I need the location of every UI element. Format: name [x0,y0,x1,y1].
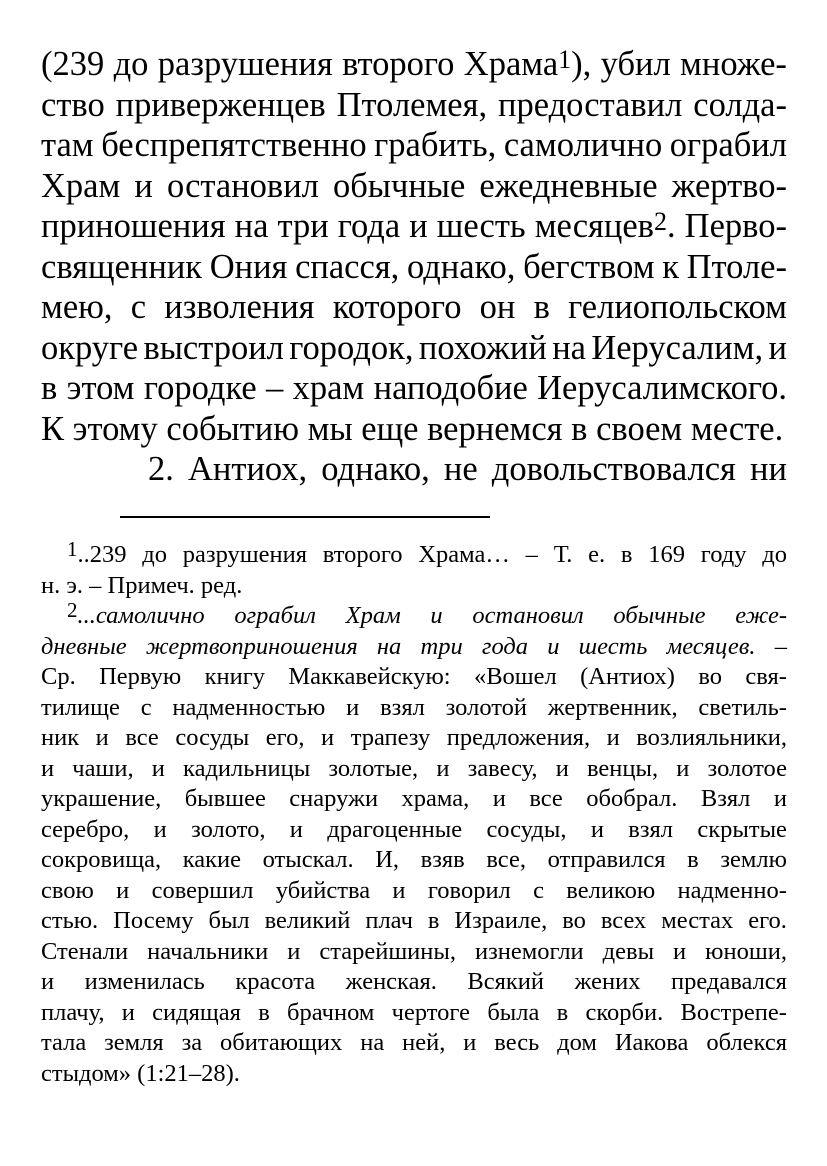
main-text-line [41,368,787,409]
footnote-word: сосуды [175,724,250,751]
footnote-word: Ср. [41,663,76,690]
main-text-line [41,166,787,207]
footnote-line [41,784,787,815]
footnote-word: бывшее [184,785,266,812]
main-text-line [41,328,787,369]
footnote-word: и [773,785,787,812]
main-text-word: ни [750,450,787,488]
footnote-line [41,906,787,937]
footnote-word: и [492,785,506,812]
footnote-word: всех [600,907,647,934]
main-text-word: мы [307,409,353,448]
footnote-word: говорил [427,876,511,904]
main-text-word: этому [72,409,158,448]
footnote-word: золотой [445,693,527,721]
footnote-line [41,1028,787,1059]
footnote-word: $^2$...самолично [67,598,205,629]
main-text-word: гелиопольском [568,288,787,326]
footnote-word: с [533,876,544,904]
footnote-word: девы [602,937,655,965]
main-text-line [41,409,787,450]
footnote-word: и [676,754,690,782]
footnote-word: облекся [706,1029,787,1056]
footnote-line [41,537,787,571]
footnote-word: во [562,907,586,934]
footnote-word: в [556,998,569,1026]
footnote-word: ограбил [234,602,316,629]
footnote-separator [120,516,490,518]
main-text-word: 2. [148,450,174,488]
main-text-word: приношения [41,207,226,245]
main-text-word: вернемся [427,409,563,448]
main-text-word: священник [41,247,203,286]
footnote-word: и [287,937,301,965]
footnote-line [41,815,787,846]
footnote-word: Вострепе- [680,998,787,1026]
footnote-word: все [125,724,159,751]
footnote-word: совершил [151,876,254,904]
main-text-word: там [41,126,94,164]
main-text-word: – [266,369,284,407]
footnote-word: Стенали [41,937,129,965]
main-text-word: храм [292,369,365,407]
footnote-word: книгу [204,663,266,690]
footnote-line [41,876,787,907]
footnote-word: брачном [287,998,375,1026]
main-text-word: похожий [418,328,547,367]
main-text-word: с [130,288,147,326]
footnote-word: Примеч. [107,571,195,599]
footnote-word: до [142,541,167,568]
footnote-word: все [529,785,563,812]
main-text-word: Ония [209,247,288,286]
footnote-word: – [89,571,102,599]
footnote-word: три [420,632,463,660]
main-text-word: Птоле- [686,247,787,286]
footnote-word: ред. [200,571,243,599]
footnote-word: в [687,846,699,873]
footnote-word: – [525,541,538,568]
footnote-word: дневные [41,632,127,660]
footnote-word: Израиле, [454,907,548,934]
footnote-word: храма, [401,785,470,812]
main-text-word: К [41,409,65,448]
footnote-word: году [700,541,747,568]
footnote-line [41,967,787,998]
main-text-word: однако, [321,450,430,488]
main-text-word: приверженцев [115,85,326,124]
main-text-word: выстроил [143,328,284,367]
footnote-word: старейшины, [319,937,456,965]
main-text-word: месте. [690,409,784,448]
footnote-word: и [121,998,135,1026]
footnote-word: Т. [553,541,573,568]
footnote-word: (Антиох) [580,663,675,690]
footnote-word: убийства [275,876,371,904]
footnote-word: – [774,632,787,660]
main-text-word: не [443,450,478,488]
main-text-line [41,247,787,288]
main-text-word: месяцев$^2$. [534,207,676,245]
main-text-line [41,287,787,328]
footnote-word: красота [235,968,316,995]
main-text-word: до [113,45,149,83]
footnote-word: в [620,541,633,568]
footnote-word: была [487,998,540,1026]
footnote-word: землю [720,846,787,873]
footnote-word: юноши, [705,937,787,965]
footnote-word: великою [566,876,656,904]
footnote-word: и [289,815,303,843]
main-text [41,44,787,490]
footnote-word: женская. [345,968,437,995]
footnote-word: золотое [707,754,787,782]
main-text-word: года [337,207,401,245]
footnote-word: н. [41,571,61,599]
footnote-word: свою [41,876,94,904]
footnote-word: $^1$..239 [67,537,127,568]
main-text-word: на [552,328,586,367]
footnote-word: обобрал. [586,785,678,812]
footnote-word: какие [182,846,241,873]
footnote-word: возлияльники, [636,724,787,751]
main-text-word: еще [361,409,419,448]
main-text-word: и [134,166,153,205]
footnote-line [41,1059,787,1090]
footnote-word: е. [588,541,606,568]
footnote-word: в [258,998,270,1026]
main-text-word: второго [342,45,455,83]
footnote-line [41,845,787,876]
main-text-word: Храма$^1$), [463,45,592,83]
footnote-word: шесть [578,632,648,660]
main-text-word: ограбил [669,126,787,164]
footnote-line [41,937,787,968]
main-text-word: которого [332,288,462,326]
footnote-word: плач [365,907,413,934]
main-text-word: солда- [693,85,787,124]
footnote-word: 169 [648,541,685,568]
footnote-word: взял [628,815,674,843]
main-text-line [41,206,787,247]
main-text-word: обычные [332,166,466,205]
footnote-word: дом [557,1029,597,1056]
footnote-word: Храма… [418,541,510,568]
footnote-word: светиль- [698,693,787,721]
footnote-word: венцы, [586,754,659,782]
footnote-word: чертоге [391,998,471,1026]
main-text-word: самолично [503,126,663,164]
footnote-word: украшение, [41,785,162,812]
footnote-word: и [41,968,55,995]
main-text-line [41,44,787,85]
footnote-word: весь [494,1029,540,1056]
footnote-word: серебро, [41,815,130,843]
footnote-word: предложения, [446,724,591,751]
footnote-word: во [698,663,722,690]
main-text-line [41,125,787,166]
main-text-word: Храм [41,166,121,205]
main-text-word: Антиох, [187,450,308,488]
footnote-word: второго [322,541,403,568]
footnote-line [41,754,787,785]
footnote-word: его, [265,724,305,751]
footnote-word: Взял [700,785,751,812]
footnote-word: стыдом» [41,1059,132,1087]
footnote-word: начальники [147,937,269,965]
footnote-word: скорби. [585,998,664,1026]
footnotes [41,537,787,1089]
footnote-word: года [481,632,529,660]
footnote-word: плачу, [41,998,105,1026]
footnote-word: сосуды, [486,815,567,843]
footnote-word: золотые, [328,754,419,782]
main-text-word: убил [600,45,671,83]
footnote-word: еже- [735,602,787,629]
footnote-word: был [208,907,250,934]
main-text-word: ство [41,85,105,124]
footnote-word: Маккавейскую: [288,663,451,690]
main-text-word: городок, [289,328,414,367]
footnote-word: и [392,876,406,904]
footnote-word: ней, [402,1029,446,1056]
footnote-word: И, [375,846,400,873]
main-text-line [41,449,787,490]
footnote-word: Всякий [467,968,544,995]
footnote-line [41,598,787,632]
main-text-word: (239 [41,45,105,83]
main-text-word: предоставил [498,85,683,124]
main-text-word: в [41,369,58,407]
main-text-word: на [234,207,269,245]
footnote-word: и [436,754,450,782]
main-text-word: городке [143,369,257,407]
main-text-word: остановил [166,166,319,205]
footnote-line [41,662,787,693]
footnote-word: Первую [99,663,182,690]
footnote-word: местах [661,907,734,934]
footnote-line [41,998,787,1029]
footnote-word: предавался [670,968,787,995]
footnote-word: Храм [345,602,401,629]
footnote-word: остановил [472,602,584,629]
footnote-word: ник [41,724,80,751]
main-text-word: и [409,207,428,245]
footnote-word: сокровища, [41,846,162,873]
main-text-word: множе- [680,45,787,83]
main-text-word: мею, [41,288,113,326]
main-text-word: беспрепятственно [101,126,367,164]
main-text-word: бегством [523,247,655,286]
footnote-word: «Вошел [473,663,557,690]
main-text-word: Птолемея, [336,85,488,124]
footnote-word: изменилась [84,968,205,995]
main-text-word: разрушения [157,45,333,83]
footnote-line [41,723,787,754]
footnote-word: и [673,937,687,965]
footnote-word: земля [104,1029,164,1056]
footnote-word: месяцев. [666,632,756,660]
footnote-word: обитающих [220,1029,343,1056]
main-text-word: своем [596,409,683,448]
footnote-word: на [376,632,402,660]
footnote-word: чаши, [72,754,134,782]
footnote-word: Иакова [614,1029,689,1056]
main-text-word: в [571,409,588,448]
main-text-word: Иерусалим, [591,328,764,367]
footnote-word: и [116,876,130,904]
footnote-word: взял [380,693,425,721]
main-text-word: Иерусалимского. [537,369,787,407]
footnote-word: обычные [613,602,706,629]
footnote-line [41,632,787,663]
footnote-word: великий [264,907,351,934]
footnote-word: в [427,907,440,934]
footnote-word: отправился [547,846,666,873]
footnote-word: завесу, [467,754,538,782]
main-text-word: грабить, [374,126,497,164]
footnote-word: за [181,1029,203,1056]
footnote-word: и [153,815,167,843]
footnote-word: и [606,724,620,751]
footnote-word: свя- [745,663,787,690]
footnote-word: взяв [420,846,465,873]
footnote-word: до [762,541,787,568]
footnote-line [41,693,787,724]
footnote-word: и [346,693,360,721]
footnote-word: и [95,724,109,751]
main-text-word: наподобие [373,369,528,407]
footnote-word: и [151,754,165,782]
main-text-word: шесть [436,207,526,245]
main-text-word: спасся, [295,247,400,286]
main-text-word: три [277,207,329,245]
footnote-word: надменностью [172,693,326,721]
footnote-word: стью. [41,907,99,934]
main-text-word: и [768,328,787,367]
footnote-word: золото, [191,815,266,843]
main-text-word: этом [66,369,135,407]
footnote-word: тала [41,1029,87,1056]
footnote-word: и [555,754,569,782]
main-text-word: довольствовался [491,450,736,488]
footnote-word: тилище [41,693,120,721]
main-text-word: ежедневные [479,166,658,205]
footnote-word: отыскал. [262,846,354,873]
footnote-word: снаружи [289,785,379,812]
main-text-word: изволения [164,288,315,326]
footnote-word: э. [66,571,84,599]
main-text-word: однако, [406,247,516,286]
footnote-word: с [140,693,152,721]
footnote-word: его. [748,907,787,934]
footnote-word: и [590,815,604,843]
main-text-word: к [662,247,679,286]
footnote-word: сидящая [152,998,241,1026]
main-text-word: жертво- [671,166,787,205]
footnote-word: изнемогли [475,937,584,965]
footnote-word: жертвоприношения [145,632,358,660]
footnote-word: драгоценные [327,815,463,843]
footnote-word: и [547,632,560,660]
footnote-word: надменно- [677,876,787,904]
footnote-word: и [41,754,55,782]
footnote-word: кадильницы [183,754,311,782]
footnote-word: Посему [113,907,194,934]
footnote-word: на [360,1029,385,1056]
main-text-word: событию [166,409,299,448]
footnote-line [41,571,787,602]
footnote-word: и [430,602,443,629]
footnote-word: и [463,1029,477,1056]
main-text-word: Перво- [684,207,787,245]
footnote-word: (1:21–28). [137,1059,240,1087]
main-text-line [41,85,787,126]
footnote-word: все, [486,846,526,873]
main-text-word: в [533,288,550,326]
footnote-word: трапезу [350,724,431,751]
footnote-word: скрытые [697,815,787,843]
main-text-word: он [479,288,516,326]
main-text-word: округе [41,328,139,367]
footnote-word: жених [574,968,641,995]
footnote-word: и [321,724,335,751]
footnote-word: жертвенник, [547,693,678,721]
footnote-word: разрушения [182,541,307,568]
